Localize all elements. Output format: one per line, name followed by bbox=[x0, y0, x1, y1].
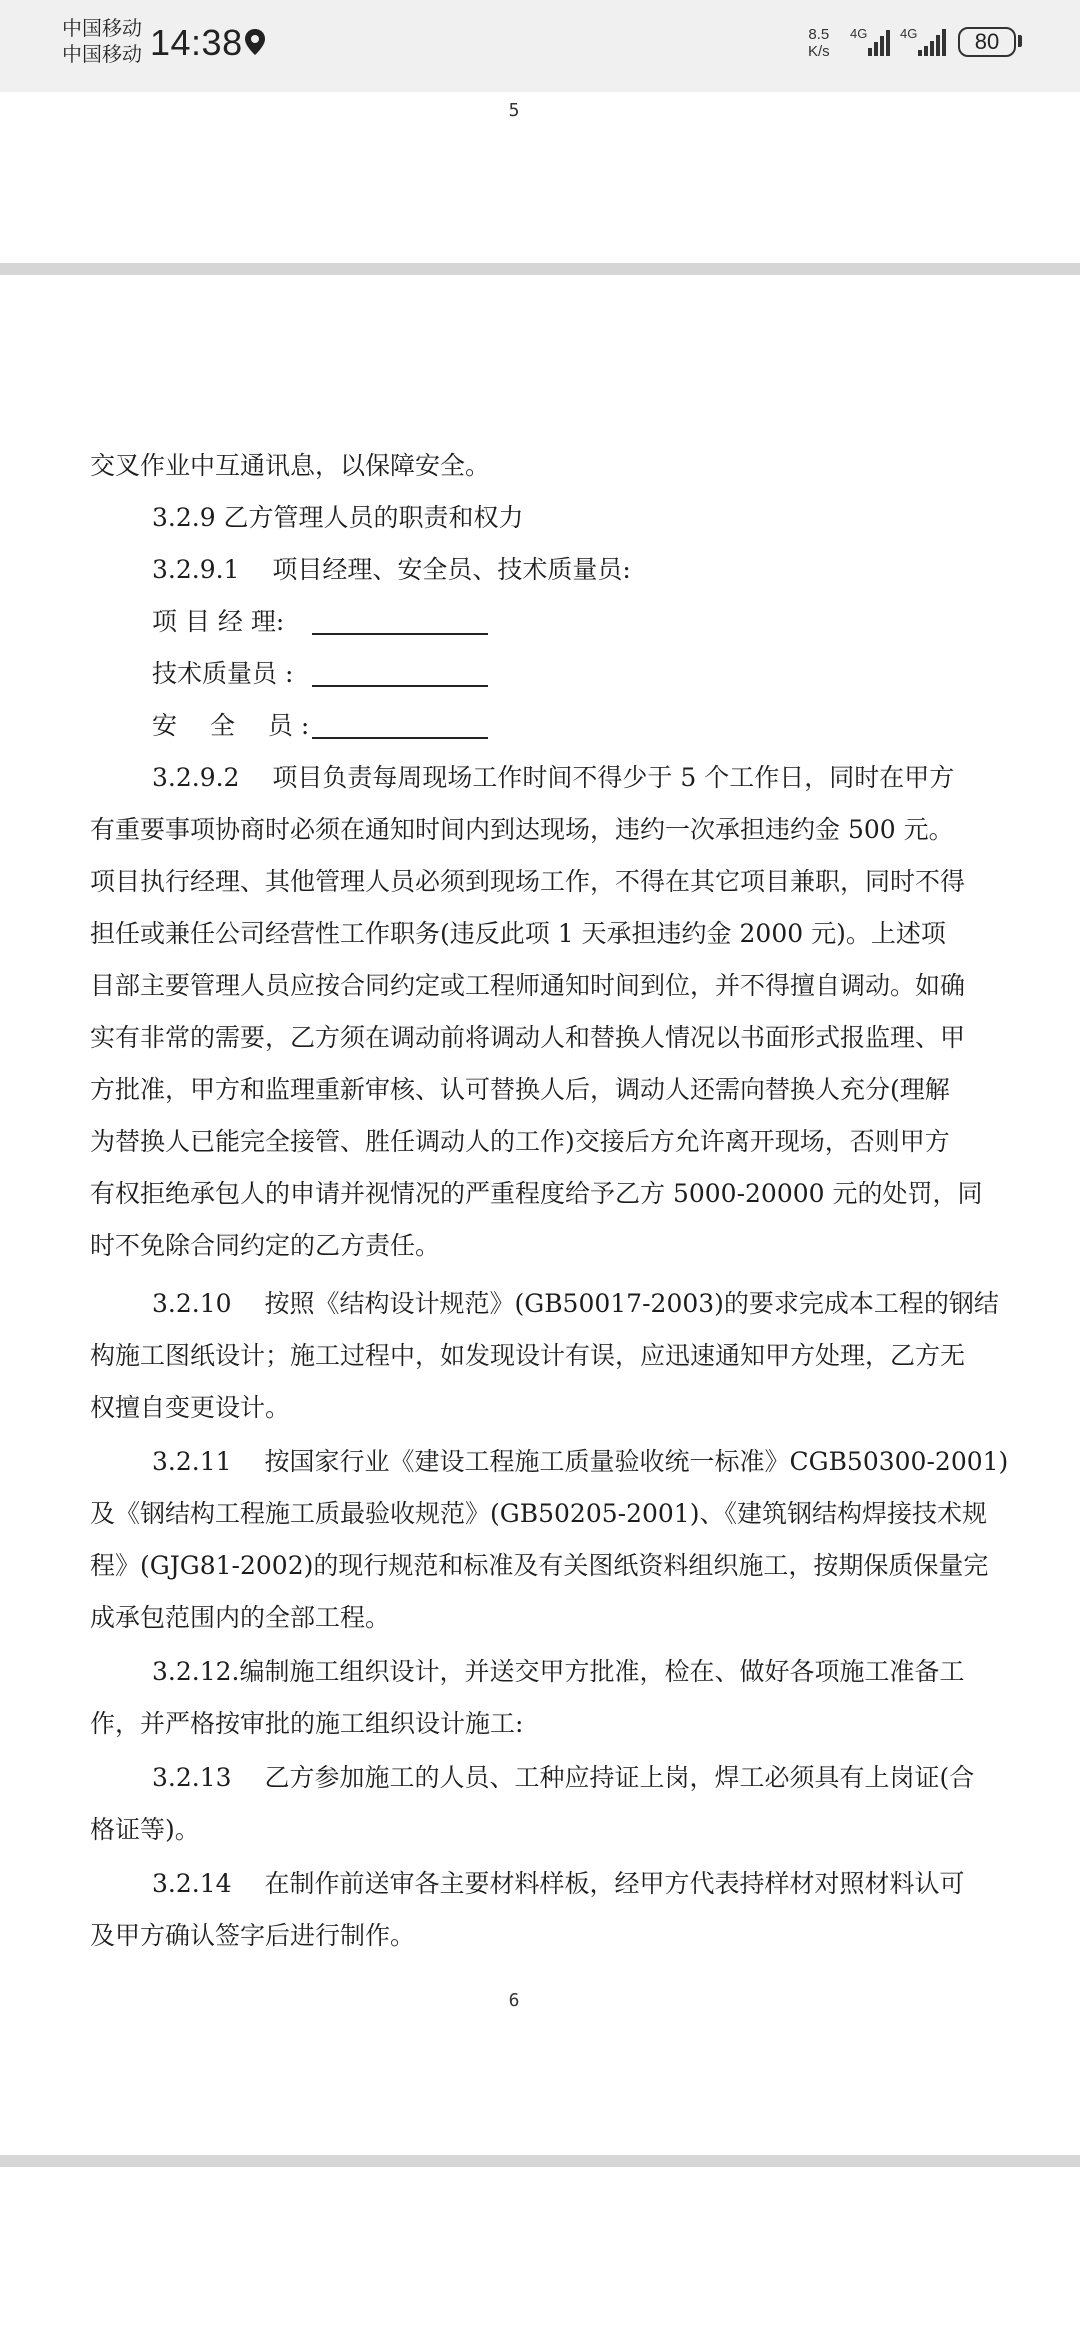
text-line: 3.2.11 按国家行业《建设工程施工质量验收统一标准》CGB50300-2001) bbox=[152, 1447, 1009, 1476]
carrier-labels bbox=[62, 16, 142, 68]
form-label-safety-officer: 安 全 员 : bbox=[152, 711, 310, 740]
page-separator bbox=[0, 2155, 1080, 2167]
text-line: 项目执行经理、其他管理人员必须到现场工作，不得在其它项目兼职，同时不得 bbox=[90, 867, 966, 896]
text-line: 权擅自变更设计。 bbox=[90, 1393, 291, 1422]
page-number-6: 6 bbox=[508, 1990, 520, 2011]
signal-bars-icon bbox=[850, 26, 894, 58]
text-line: 目部主要管理人员应按合同约定或工程师通知时间到位，并不得擅自调动。如确 bbox=[90, 971, 966, 1000]
text-line: 及甲方确认签字后进行制作。 bbox=[90, 1921, 416, 1950]
text-line: 3.2.10 按照《结构设计规范》(GB50017-2003)的要求完成本工程的钢结 bbox=[152, 1289, 999, 1318]
text-line: 有权拒绝承包人的申请并视情况的严重程度给予乙方 5000-20000 元的处罚，同 bbox=[90, 1179, 983, 1208]
page-separator bbox=[0, 263, 1080, 275]
form-label-quality-officer: 技术质量员 : bbox=[152, 659, 294, 688]
location-icon bbox=[244, 28, 266, 56]
clock: 14:38 bbox=[150, 22, 243, 63]
text-line: 构施工图纸设计；施工过程中，如发现设计有误，应迅速通知甲方处理，乙方无 bbox=[90, 1341, 966, 1370]
status-bar bbox=[0, 0, 1080, 92]
text-line: 有重要事项协商时必须在通知时间内到达现场，违约一次承担违约金 500 元。 bbox=[90, 815, 954, 844]
text-line: 3.2.13 乙方参加施工的人员、工种应持证上岗，焊工必须具有上岗证(合 bbox=[152, 1763, 975, 1792]
text-line: 格证等)。 bbox=[90, 1815, 200, 1844]
text-line: 3.2.9.1 项目经理、安全员、技术质量员: bbox=[152, 555, 631, 584]
text-line: 作，并严格按审批的施工组织设计施工: bbox=[90, 1709, 524, 1738]
text-line: 实有非常的需要，乙方须在调动前将调动人和替换人情况以书面形式报监理、甲 bbox=[90, 1023, 966, 1052]
blank-fill-line bbox=[312, 737, 488, 739]
text-line: 担任或兼任公司经营性工作职务(违反此项 1 天承担违约金 2000 元)。上述项 bbox=[90, 919, 946, 948]
text-line: 3.2.9.2 项目负责每周现场工作时间不得少于 5 个工作日，同时在甲方 bbox=[152, 763, 955, 792]
battery-indicator: 80 bbox=[958, 27, 1016, 57]
network-speed-value: 8.5 bbox=[808, 26, 830, 43]
text-line: 3.2.14 在制作前送审各主要材料样板，经甲方代表持样材对照材料认可 bbox=[152, 1869, 965, 1898]
blank-fill-line bbox=[312, 685, 488, 687]
text-line: 及《钢结构工程施工质最验收规范》(GB50205-2001)、《建筑钢结构焊接技术规 bbox=[90, 1499, 987, 1528]
form-label-project-manager: 项 目 经 理: bbox=[152, 607, 285, 636]
text-line: 为替换人已能完全接管、胜任调动人的工作)交接后方允许离开现场，否则甲方 bbox=[90, 1127, 950, 1156]
text-line: 成承包范围内的全部工程。 bbox=[90, 1603, 391, 1632]
page-number-5: 5 bbox=[508, 100, 520, 121]
battery-tip-icon bbox=[1018, 35, 1022, 47]
text-line: 时不免除合同约定的乙方责任。 bbox=[90, 1231, 441, 1260]
network-speed bbox=[808, 26, 830, 60]
text-line: 3.2.12.编制施工组织设计，并送交甲方批准，检在、做好各项施工准备工 bbox=[152, 1657, 965, 1686]
section-heading: 3.2.9 乙方管理人员的职责和权力 bbox=[152, 503, 524, 532]
carrier-1: 中国移动 bbox=[62, 18, 142, 40]
signal-1-label: 4G bbox=[850, 26, 868, 41]
carrier-2: 中国移动 bbox=[62, 44, 142, 66]
text-line: 交叉作业中互通讯息，以保障安全。 bbox=[90, 451, 491, 480]
network-speed-unit: K/s bbox=[808, 43, 830, 60]
signal-bars-icon bbox=[900, 26, 950, 58]
signal-2-label: 4G bbox=[900, 26, 918, 41]
text-line: 程》(GJG81-2002)的现行规范和标准及有关图纸资料组织施工，按期保质保量完 bbox=[90, 1551, 989, 1580]
text-line: 方批准，甲方和监理重新审核、认可替换人后，调动人还需向替换人充分(理解 bbox=[90, 1075, 950, 1104]
blank-fill-line bbox=[312, 633, 488, 635]
